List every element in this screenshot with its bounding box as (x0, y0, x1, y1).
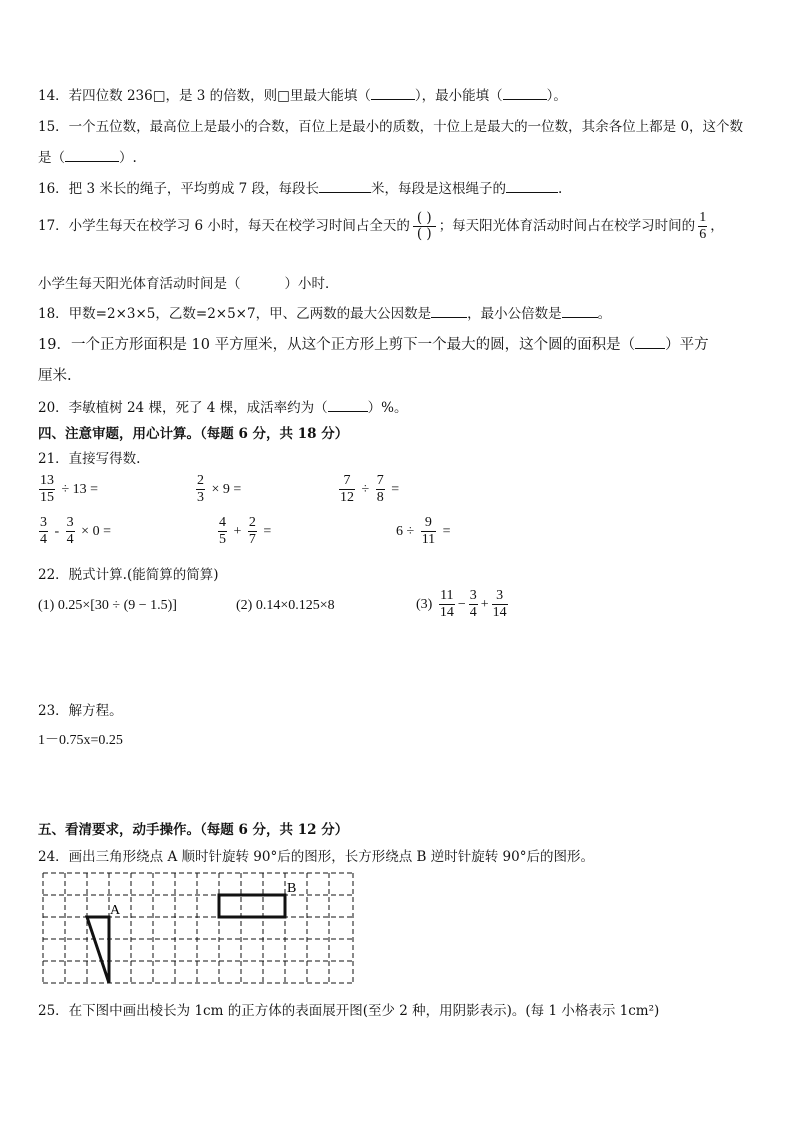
answer-fraction[interactable]: $\frac{( )}{( )}$ (413, 211, 436, 243)
q21-item: $\frac{13}{15}$ ÷ 13 = (40, 473, 99, 506)
answer-blank[interactable] (328, 411, 368, 412)
q24-text: 24．画出三角形绕点 A 顺时针旋转 90°后的图形，长方形绕点 B 逆时针旋转 90°后的图形。 (38, 849, 594, 865)
q22-expr-2: (2) 0.14×0.125×8 (236, 598, 335, 613)
q21-item: $\frac{4}{5}$ + $\frac{2}{7}$ = (219, 515, 272, 548)
q23-equation: 1－0.75x=0.25 (38, 733, 123, 748)
q25-text: 25．在下图中画出棱长为 1cm 的正方体的表面展开图(至少 2 种，用阴影表示)。(每 1 小格表示 1cm²) (38, 1003, 660, 1019)
q15-line1: 15．一个五位数，最高位上是最小的合数，百位上是最小的质数，十位上是最大的一位数，其余各位上都是 0，这个数 (38, 119, 744, 135)
answer-blank[interactable] (503, 99, 547, 100)
answer-blank[interactable] (562, 317, 598, 318)
answer-blank[interactable] (371, 99, 415, 100)
answer-blank[interactable] (431, 317, 467, 318)
q17-line1: 17．小学生每天在校学习 6 小时，每天在校学习时间占全天的 $\frac{( )}{( )}$ ；每天阳光体育活动时间占在校学习时间的 $\frac{1}{6}$ ， (38, 209, 724, 243)
q21-title: 21．直接写得数. (38, 451, 141, 467)
triangle-shape (87, 917, 109, 983)
q22-expr-1: (1) 0.25×[30 ÷ (9 − 1.5)] (38, 598, 177, 613)
q14: 14．若四位数 236□，是 3 的倍数，则□里最大能填（ ），最小能填（ ）。 (38, 88, 567, 104)
q23-title: 23．解方程。 (38, 703, 123, 719)
q22-expr-3: (3) $\frac{11}{14}$ − $\frac{3}{4}$ + $\frac{3}{14}$ (416, 588, 507, 621)
q21-item: $\frac{3}{4}$ - $\frac{3}{4}$ × 0 = (40, 515, 111, 548)
point-a-label: A (110, 903, 121, 918)
answer-blank[interactable] (65, 161, 119, 162)
rectangle-shape (219, 895, 285, 917)
q18: 18．甲数=2×3×5，乙数=2×5×7，甲、乙两数的最大公因数是 ，最小公倍数是 。 (38, 306, 612, 322)
q20: 20．李敏植树 24 棵，死了 4 棵，成活率约为（ ）%。 (38, 400, 408, 416)
q21-item: $\frac{2}{3}$ × 9 = (197, 473, 242, 506)
answer-blank[interactable] (319, 192, 371, 193)
section-4-heading: 四、注意审题，用心计算。（每题 6 分，共 18 分） (38, 426, 349, 442)
q22-title: 22．脱式计算.(能简算的简算) (38, 567, 219, 583)
fraction: $\frac{1}{6}$ (699, 210, 707, 243)
answer-blank[interactable] (635, 348, 665, 349)
q17-line2: 小学生每天阳光体育活动时间是（ ）小时． (38, 276, 339, 292)
answer-blank[interactable] (506, 192, 558, 193)
q21-item: $\frac{7}{12}$ ÷ $\frac{7}{8}$ = (340, 473, 400, 506)
q16: 16．把 3 米长的绳子，平均剪成 7 段，每段长 米，每段是这根绳子的 . (38, 181, 563, 197)
point-b-label: B (287, 881, 297, 896)
q19-line2: 厘米. (38, 368, 72, 384)
section-5-heading: 五、看清要求，动手操作。（每题 6 分，共 12 分） (38, 822, 349, 838)
q24-grid-figure[interactable] (40, 870, 358, 988)
q19-line1: 19．一个正方形面积是 10 平方厘米，从这个正方形上剪下一个最大的圆，这个圆的面积是（ ）平方 (38, 337, 709, 353)
q21-item: 6 ÷ $\frac{9}{11}$ = (396, 515, 451, 548)
q15-line2: 是（ ）. (38, 150, 137, 166)
